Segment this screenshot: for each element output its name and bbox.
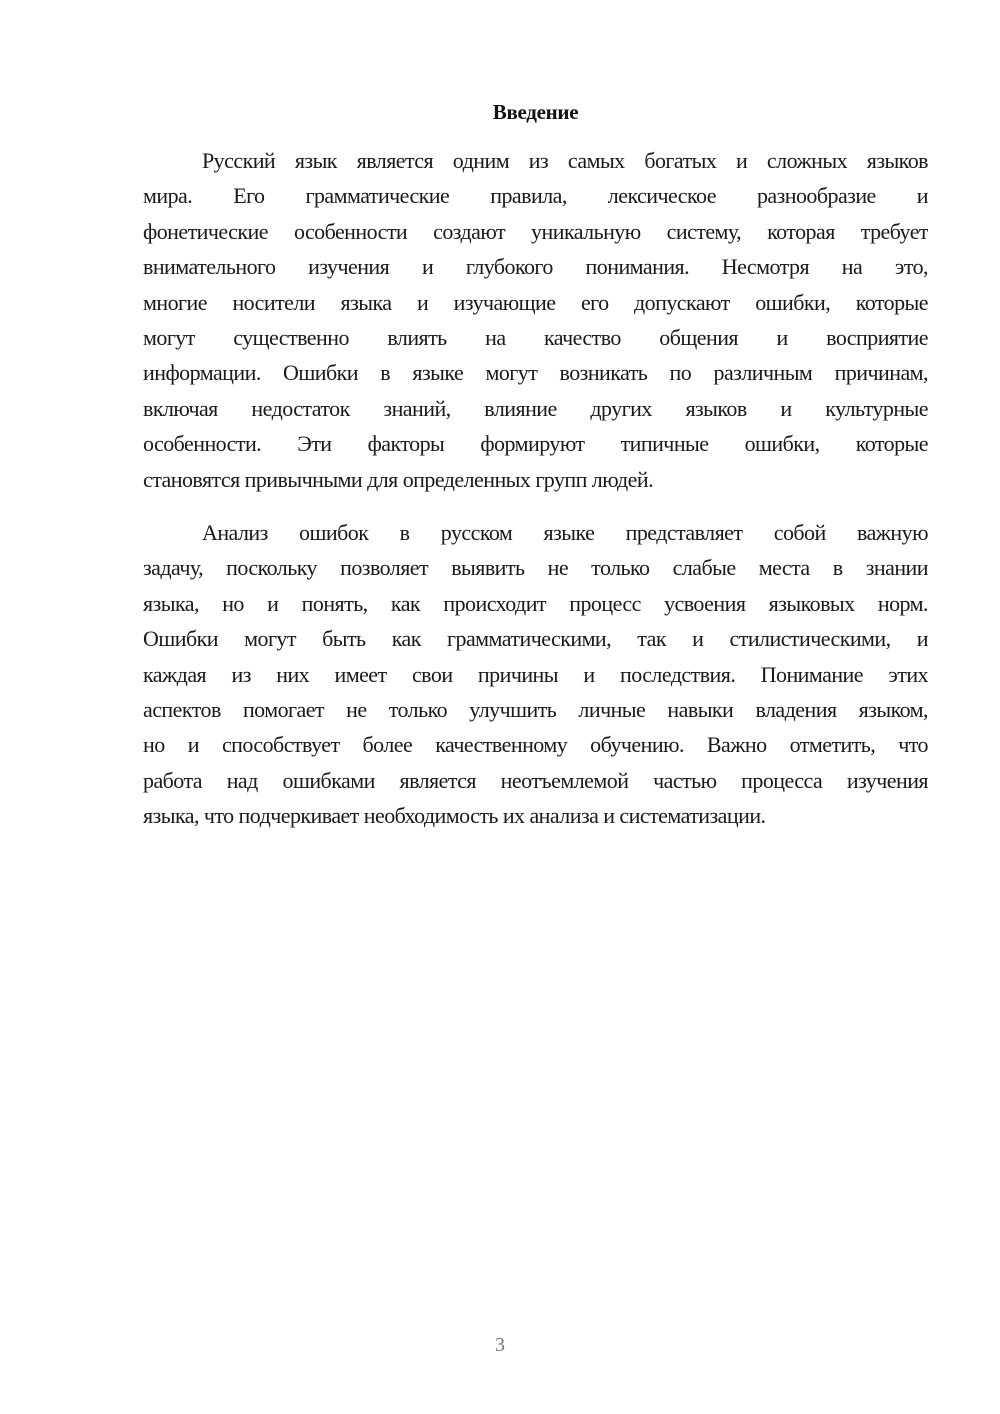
paragraph-line: Ошибки могут быть как грамматическими, так и стилистическими, и — [143, 626, 928, 652]
paragraph-line: Русский язык является одним из самых богатых и сложных языков — [202, 148, 928, 173]
paragraph-2 — [143, 515, 928, 834]
paragraph-line: мира. Его грамматические правила, лексическое разнообразие и — [143, 183, 928, 209]
paragraph-line: Анализ ошибок в русском языке представляет собой важную — [202, 520, 928, 545]
paragraph-line: каждая из них имеет свои причины и последствия. Понимание этих — [143, 661, 928, 687]
paragraph-line: особенности. Эти факторы формируют типичные ошибки, которые — [143, 431, 928, 457]
paragraph-line: но и способствует более качественному обучению. Важно отметить, что — [143, 732, 928, 758]
paragraph-line: языка, но и понять, как происходит процесс усвоения языковых норм. — [143, 590, 928, 616]
paragraph-line: информации. Ошибки в языке могут возникать по различным причинам, — [143, 360, 928, 386]
section-heading: Введение — [492, 100, 579, 124]
paragraph-line: внимательного изучения и глубокого понимания. Несмотря на это, — [143, 254, 928, 280]
paragraph-line: аспектов помогает не только улучшить личные навыки владения языком, — [143, 696, 928, 722]
paragraph-1 — [143, 143, 928, 497]
paragraph-line: становятся привычными для определенных групп людей. — [143, 466, 654, 492]
paragraph-line: задачу, поскольку позволяет выявить не только слабые места в знании — [143, 555, 928, 581]
paragraph-line: работа над ошибками является неотъемлемой частью процесса изучения — [143, 767, 928, 793]
paragraph-line: языка, что подчеркивает необходимость их анализа и систематизации. — [143, 803, 766, 829]
paragraph-line: многие носители языка и изучающие его допускают ошибки, которые — [143, 289, 928, 315]
page-number: 3 — [495, 1334, 505, 1356]
paragraph-line: могут существенно влиять на качество общения и восприятие — [143, 324, 928, 350]
paragraph-line: фонетические особенности создают уникальную систему, которая требует — [143, 218, 928, 244]
paragraph-line: включая недостаток знаний, влияние других языков и культурные — [143, 395, 928, 421]
